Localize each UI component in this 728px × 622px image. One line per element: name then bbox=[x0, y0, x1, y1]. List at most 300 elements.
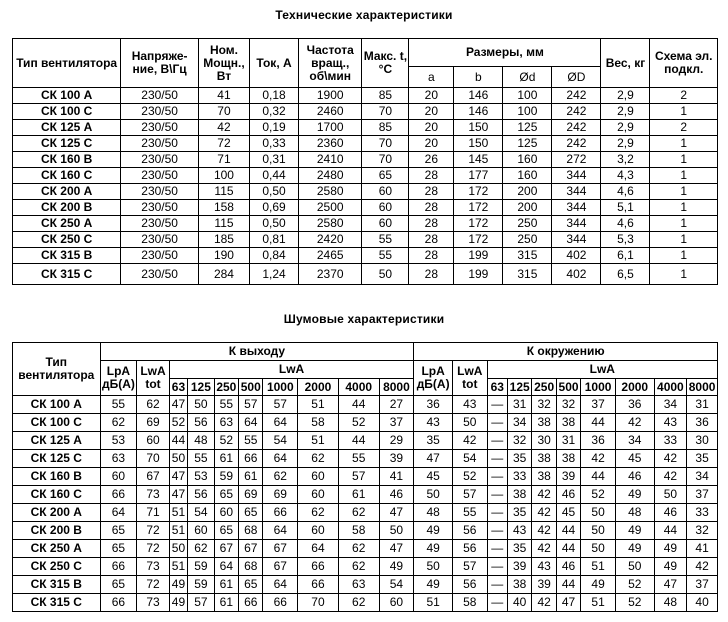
table-cell: 45 bbox=[556, 504, 580, 522]
table-cell: 57 bbox=[338, 468, 379, 486]
band-header-surround: 250 bbox=[532, 379, 556, 396]
table-row bbox=[13, 248, 718, 264]
table-cell: 2465 bbox=[299, 248, 362, 264]
table-cell: 2480 bbox=[299, 168, 362, 184]
table-cell: 52 bbox=[615, 594, 654, 612]
table-cell: 62 bbox=[338, 594, 379, 612]
table-cell: 66 bbox=[100, 558, 137, 576]
table-cell: 62 bbox=[298, 504, 339, 522]
table-cell: 61 bbox=[214, 594, 238, 612]
table-cell: 28 bbox=[409, 216, 454, 232]
table-cell: 34 bbox=[687, 468, 718, 486]
table-cell: 2,9 bbox=[601, 88, 650, 104]
table-cell: 47 bbox=[654, 576, 687, 594]
col-header-scheme: Схема эл. подкл. bbox=[650, 39, 718, 88]
table-cell: 64 bbox=[100, 504, 137, 522]
table-cell: 150 bbox=[454, 136, 503, 152]
fan-type-cell: СК 315 С bbox=[13, 264, 121, 285]
table-cell: 62 bbox=[188, 540, 214, 558]
table-cell: 125 bbox=[503, 136, 552, 152]
table-cell: 51 bbox=[581, 594, 616, 612]
table-cell: 67 bbox=[239, 540, 263, 558]
table-cell: 64 bbox=[263, 414, 298, 432]
table-cell: 62 bbox=[338, 504, 379, 522]
table-cell: 230/50 bbox=[121, 200, 199, 216]
table-cell: 20 bbox=[409, 88, 454, 104]
table-cell: 70 bbox=[362, 152, 409, 168]
table-cell: 52 bbox=[581, 486, 616, 504]
table-cell: 2370 bbox=[299, 264, 362, 285]
table-cell: 42 bbox=[615, 414, 654, 432]
table-cell: 42 bbox=[452, 432, 487, 450]
table-cell: 50 bbox=[654, 486, 687, 504]
table-cell: 39 bbox=[556, 468, 580, 486]
table-cell: 73 bbox=[137, 594, 170, 612]
table-cell: 69 bbox=[263, 486, 298, 504]
fan-type-cell: СК 125 А bbox=[13, 120, 121, 136]
table-cell: — bbox=[487, 396, 507, 414]
table-cell: — bbox=[487, 576, 507, 594]
table-cell: 344 bbox=[552, 200, 601, 216]
table-cell: 56 bbox=[188, 414, 214, 432]
table-cell: 242 bbox=[552, 104, 601, 120]
table-cell: 42 bbox=[532, 504, 556, 522]
col-header-weight: Вес, кг bbox=[601, 39, 650, 88]
table-cell: 1 bbox=[650, 200, 718, 216]
table-cell: 36 bbox=[615, 396, 654, 414]
table-cell: 46 bbox=[379, 486, 414, 504]
table-cell: 230/50 bbox=[121, 248, 199, 264]
table-cell: 70 bbox=[362, 104, 409, 120]
table-cell: — bbox=[487, 468, 507, 486]
table-cell: 2,9 bbox=[601, 120, 650, 136]
table-cell: 51 bbox=[298, 432, 339, 450]
table-cell: 35 bbox=[507, 450, 531, 468]
table-cell: 44 bbox=[169, 432, 187, 450]
table-cell: 68 bbox=[239, 558, 263, 576]
table-cell: 73 bbox=[137, 486, 170, 504]
table-cell: 85 bbox=[362, 88, 409, 104]
table-cell: 49 bbox=[654, 540, 687, 558]
table-cell: 172 bbox=[454, 216, 503, 232]
table-cell: 1 bbox=[650, 104, 718, 120]
table-cell: — bbox=[487, 558, 507, 576]
table-cell: 66 bbox=[263, 594, 298, 612]
table-cell: 38 bbox=[507, 576, 531, 594]
table-cell: 63 bbox=[100, 450, 137, 468]
table-cell: 65 bbox=[214, 522, 238, 540]
noise-header-outlet: К выходу bbox=[100, 343, 414, 361]
table-cell: 65 bbox=[362, 168, 409, 184]
fan-type-cell: СК 160 С bbox=[13, 486, 101, 504]
table-cell: 52 bbox=[615, 576, 654, 594]
table-cell: 69 bbox=[137, 414, 170, 432]
table-cell: 42 bbox=[687, 558, 718, 576]
table-cell: 54 bbox=[452, 450, 487, 468]
table-cell: 1 bbox=[650, 184, 718, 200]
table-row bbox=[13, 200, 718, 216]
table-cell: 1 bbox=[650, 152, 718, 168]
table-cell: 42 bbox=[581, 450, 616, 468]
table-cell: 45 bbox=[414, 468, 453, 486]
band-header-outlet: 2000 bbox=[298, 379, 339, 396]
table-cell: 230/50 bbox=[121, 184, 199, 200]
table-cell: 62 bbox=[100, 414, 137, 432]
table-cell: 61 bbox=[214, 450, 238, 468]
table-row bbox=[13, 232, 718, 248]
table-cell: 51 bbox=[169, 504, 187, 522]
table-cell: 28 bbox=[409, 200, 454, 216]
table-cell: 50 bbox=[581, 504, 616, 522]
table-cell: 28 bbox=[409, 168, 454, 184]
table-cell: 28 bbox=[409, 232, 454, 248]
table-cell: 0,32 bbox=[250, 104, 299, 120]
table-cell: 60 bbox=[379, 594, 414, 612]
table-cell: 230/50 bbox=[121, 104, 199, 120]
band-header-surround: 125 bbox=[507, 379, 531, 396]
table-cell: 344 bbox=[552, 216, 601, 232]
table-cell: 56 bbox=[452, 540, 487, 558]
col-header-current: Ток, А bbox=[250, 39, 299, 88]
technical-specs-table bbox=[12, 38, 718, 285]
band-header-surround: 1000 bbox=[581, 379, 616, 396]
table-cell: 56 bbox=[452, 576, 487, 594]
table-cell: 43 bbox=[452, 396, 487, 414]
table-cell: 30 bbox=[532, 432, 556, 450]
table-cell: 47 bbox=[379, 504, 414, 522]
table-cell: 32 bbox=[687, 522, 718, 540]
table-cell: 66 bbox=[298, 576, 339, 594]
table-row bbox=[13, 504, 718, 522]
table-cell: 2 bbox=[650, 88, 718, 104]
table-cell: 73 bbox=[137, 558, 170, 576]
table-cell: 50 bbox=[414, 558, 453, 576]
table-row bbox=[13, 558, 718, 576]
table-cell: 55 bbox=[100, 396, 137, 414]
table-cell: 230/50 bbox=[121, 120, 199, 136]
table-cell: 4,6 bbox=[601, 216, 650, 232]
band-header-outlet: 125 bbox=[188, 379, 214, 396]
table-cell: 36 bbox=[581, 432, 616, 450]
table-cell: 52 bbox=[169, 414, 187, 432]
table-cell: 55 bbox=[362, 248, 409, 264]
table-cell: 52 bbox=[452, 468, 487, 486]
table-cell: 31 bbox=[507, 396, 531, 414]
table-cell: 60 bbox=[100, 468, 137, 486]
table-cell: 49 bbox=[169, 576, 187, 594]
table-cell: 160 bbox=[503, 168, 552, 184]
table-cell: 41 bbox=[379, 468, 414, 486]
col-header-tmax: Макс. t, °С bbox=[362, 39, 409, 88]
table-cell: 177 bbox=[454, 168, 503, 184]
table-cell: 2420 bbox=[299, 232, 362, 248]
table-cell: 2500 bbox=[299, 200, 362, 216]
band-header-surround: 500 bbox=[556, 379, 580, 396]
table-cell: 34 bbox=[615, 432, 654, 450]
fan-type-cell: СК 250 А bbox=[13, 540, 101, 558]
table-cell: 47 bbox=[169, 468, 187, 486]
noise-header-lwa-outlet: LwA bbox=[169, 361, 413, 379]
table-cell: 0,31 bbox=[250, 152, 299, 168]
fan-type-cell: СК 200 В bbox=[13, 200, 121, 216]
table-cell: — bbox=[487, 594, 507, 612]
table-cell: 38 bbox=[532, 414, 556, 432]
table-cell: 70 bbox=[137, 450, 170, 468]
table-cell: 0,44 bbox=[250, 168, 299, 184]
table-cell: 62 bbox=[263, 468, 298, 486]
table-cell: 315 bbox=[503, 264, 552, 285]
table-cell: 35 bbox=[414, 432, 453, 450]
table-cell: 315 bbox=[503, 248, 552, 264]
table-cell: 33 bbox=[654, 432, 687, 450]
table-cell: 64 bbox=[298, 540, 339, 558]
table-cell: 47 bbox=[169, 486, 187, 504]
table-cell: 39 bbox=[507, 558, 531, 576]
band-header-surround: 8000 bbox=[687, 379, 718, 396]
table-cell: 50 bbox=[581, 540, 616, 558]
table-row bbox=[13, 216, 718, 232]
table-cell: 70 bbox=[298, 594, 339, 612]
table-cell: 34 bbox=[507, 414, 531, 432]
table-cell: 49 bbox=[615, 522, 654, 540]
table-cell: 185 bbox=[198, 232, 249, 248]
table-row bbox=[13, 486, 718, 504]
table-cell: 72 bbox=[198, 136, 249, 152]
table-cell: — bbox=[487, 522, 507, 540]
table-cell: 242 bbox=[552, 88, 601, 104]
table-cell: 44 bbox=[556, 576, 580, 594]
table-cell: 150 bbox=[454, 120, 503, 136]
table-row bbox=[13, 136, 718, 152]
table-cell: 50 bbox=[188, 396, 214, 414]
table-cell: 48 bbox=[654, 594, 687, 612]
table-cell: 55 bbox=[214, 396, 238, 414]
table-cell: 47 bbox=[556, 594, 580, 612]
table-cell: 5,3 bbox=[601, 232, 650, 248]
noise-header-lpa-outlet: LpA дБ(А) bbox=[100, 361, 137, 396]
table-cell: 66 bbox=[298, 558, 339, 576]
table-cell: 42 bbox=[532, 486, 556, 504]
table-cell: 40 bbox=[507, 594, 531, 612]
table-cell: 4,6 bbox=[601, 184, 650, 200]
table-cell: 115 bbox=[198, 216, 249, 232]
table-cell: 230/50 bbox=[121, 216, 199, 232]
table-cell: 60 bbox=[298, 468, 339, 486]
table-cell: 37 bbox=[581, 396, 616, 414]
table-cell: — bbox=[487, 414, 507, 432]
table-row bbox=[13, 120, 718, 136]
table-cell: 59 bbox=[188, 558, 214, 576]
table-cell: 0,19 bbox=[250, 120, 299, 136]
table-cell: 100 bbox=[503, 104, 552, 120]
table-cell: 39 bbox=[379, 450, 414, 468]
table-cell: 50 bbox=[169, 450, 187, 468]
fan-type-cell: СК 315 В bbox=[13, 576, 101, 594]
table-cell: 32 bbox=[532, 396, 556, 414]
table-cell: 59 bbox=[188, 576, 214, 594]
table-cell: 1 bbox=[650, 232, 718, 248]
table-cell: 1900 bbox=[299, 88, 362, 104]
table-row bbox=[13, 522, 718, 540]
band-header-outlet: 4000 bbox=[338, 379, 379, 396]
table-cell: 39 bbox=[532, 576, 556, 594]
table-cell: 402 bbox=[552, 264, 601, 285]
table-row bbox=[13, 152, 718, 168]
table-cell: 50 bbox=[362, 264, 409, 285]
col-header-rpm: Частота вращ., об\мин bbox=[299, 39, 362, 88]
noise-col-header-type: Тип вентилятора bbox=[13, 343, 101, 396]
table-cell: 0,18 bbox=[250, 88, 299, 104]
table-cell: 60 bbox=[188, 522, 214, 540]
table-cell: 70 bbox=[198, 104, 249, 120]
table-cell: 58 bbox=[452, 594, 487, 612]
table-cell: 64 bbox=[239, 414, 263, 432]
table-cell: 2,9 bbox=[601, 136, 650, 152]
band-header-outlet: 1000 bbox=[263, 379, 298, 396]
fan-type-cell: СК 100 С bbox=[13, 414, 101, 432]
table-cell: 66 bbox=[100, 486, 137, 504]
table-cell: 402 bbox=[552, 248, 601, 264]
table-cell: 37 bbox=[687, 576, 718, 594]
col-header-voltage: Напряже-ние, В\Гц bbox=[121, 39, 199, 88]
table-cell: 69 bbox=[239, 486, 263, 504]
table-row bbox=[13, 396, 718, 414]
table-cell: 47 bbox=[169, 396, 187, 414]
table-cell: 54 bbox=[263, 432, 298, 450]
table-cell: 62 bbox=[137, 396, 170, 414]
band-header-outlet: 63 bbox=[169, 379, 187, 396]
table-cell: 62 bbox=[338, 558, 379, 576]
table-cell: 60 bbox=[362, 184, 409, 200]
table-cell: 344 bbox=[552, 184, 601, 200]
fan-type-cell: СК 160 С bbox=[13, 168, 121, 184]
table-cell: 43 bbox=[654, 414, 687, 432]
table-cell: 230/50 bbox=[121, 88, 199, 104]
fan-type-cell: СК 315 С bbox=[13, 594, 101, 612]
table-cell: 53 bbox=[188, 468, 214, 486]
table-cell: 146 bbox=[454, 88, 503, 104]
table-cell: 65 bbox=[239, 504, 263, 522]
table-cell: 51 bbox=[298, 396, 339, 414]
table-cell: 33 bbox=[507, 468, 531, 486]
table-cell: — bbox=[487, 450, 507, 468]
table-cell: 1 bbox=[650, 168, 718, 184]
table-cell: 56 bbox=[188, 486, 214, 504]
table-cell: 33 bbox=[687, 504, 718, 522]
band-header-surround: 2000 bbox=[615, 379, 654, 396]
table-cell: 2460 bbox=[299, 104, 362, 120]
table-cell: 2580 bbox=[299, 216, 362, 232]
tech-title: Технические характеристики bbox=[275, 8, 453, 22]
table-cell: 1 bbox=[650, 264, 718, 285]
table-row bbox=[13, 264, 718, 285]
table-cell: 65 bbox=[100, 576, 137, 594]
table-cell: 49 bbox=[654, 558, 687, 576]
table-cell: 0,50 bbox=[250, 184, 299, 200]
table-cell: 30 bbox=[687, 432, 718, 450]
table-cell: 57 bbox=[452, 558, 487, 576]
table-cell: 59 bbox=[214, 468, 238, 486]
table-cell: 2 bbox=[650, 120, 718, 136]
table-cell: 60 bbox=[214, 504, 238, 522]
table-cell: 200 bbox=[503, 184, 552, 200]
table-cell: 49 bbox=[414, 522, 453, 540]
table-cell: 65 bbox=[214, 486, 238, 504]
table-cell: 242 bbox=[552, 136, 601, 152]
table-cell: 50 bbox=[379, 522, 414, 540]
table-cell: 28 bbox=[409, 264, 454, 285]
table-cell: 42 bbox=[532, 594, 556, 612]
table-cell: 41 bbox=[687, 540, 718, 558]
table-cell: — bbox=[487, 432, 507, 450]
table-cell: 44 bbox=[654, 522, 687, 540]
table-cell: 57 bbox=[239, 396, 263, 414]
table-cell: 72 bbox=[137, 540, 170, 558]
table-cell: 100 bbox=[503, 88, 552, 104]
table-cell: 0,50 bbox=[250, 216, 299, 232]
col-header-dim-b: b bbox=[454, 67, 503, 88]
noise-specs-table bbox=[12, 342, 718, 612]
table-cell: 0,84 bbox=[250, 248, 299, 264]
table-cell: 199 bbox=[454, 248, 503, 264]
table-cell: 344 bbox=[552, 232, 601, 248]
table-cell: 35 bbox=[507, 540, 531, 558]
noise-header-lwa-surround: LwA bbox=[487, 361, 717, 379]
table-cell: 35 bbox=[507, 504, 531, 522]
col-header-dim-a: a bbox=[409, 67, 454, 88]
table-cell: 250 bbox=[503, 232, 552, 248]
table-cell: 44 bbox=[338, 396, 379, 414]
table-cell: 53 bbox=[100, 432, 137, 450]
table-cell: 40 bbox=[687, 594, 718, 612]
table-cell: 63 bbox=[338, 576, 379, 594]
table-cell: 42 bbox=[532, 522, 556, 540]
table-cell: 61 bbox=[214, 576, 238, 594]
noise-header-lwatot-outlet: LwA tot bbox=[137, 361, 170, 396]
table-cell: 72 bbox=[137, 576, 170, 594]
table-cell: 65 bbox=[100, 522, 137, 540]
table-cell: 47 bbox=[379, 540, 414, 558]
table-cell: 51 bbox=[414, 594, 453, 612]
fan-type-cell: СК 250 А bbox=[13, 216, 121, 232]
table-cell: 48 bbox=[615, 504, 654, 522]
table-cell: 200 bbox=[503, 200, 552, 216]
band-header-outlet: 8000 bbox=[379, 379, 414, 396]
table-cell: 145 bbox=[454, 152, 503, 168]
table-cell: 1 bbox=[650, 216, 718, 232]
table-cell: 20 bbox=[409, 104, 454, 120]
table-cell: 20 bbox=[409, 136, 454, 152]
table-cell: 55 bbox=[362, 232, 409, 248]
table-cell: 199 bbox=[454, 264, 503, 285]
table-cell: 66 bbox=[239, 450, 263, 468]
table-cell: 100 bbox=[198, 168, 249, 184]
fan-type-cell: СК 200 А bbox=[13, 504, 101, 522]
table-cell: 172 bbox=[454, 184, 503, 200]
table-cell: 65 bbox=[239, 576, 263, 594]
noise-header-lpa-surround: LpA дБ(А) bbox=[414, 361, 453, 396]
table-cell: 43 bbox=[414, 414, 453, 432]
table-cell: — bbox=[487, 486, 507, 504]
table-cell: 68 bbox=[239, 522, 263, 540]
table-cell: 55 bbox=[338, 450, 379, 468]
table-cell: 28 bbox=[409, 184, 454, 200]
table-cell: 1 bbox=[650, 248, 718, 264]
table-row bbox=[13, 540, 718, 558]
table-cell: 43 bbox=[532, 558, 556, 576]
table-cell: 61 bbox=[338, 486, 379, 504]
table-cell: 0,81 bbox=[250, 232, 299, 248]
